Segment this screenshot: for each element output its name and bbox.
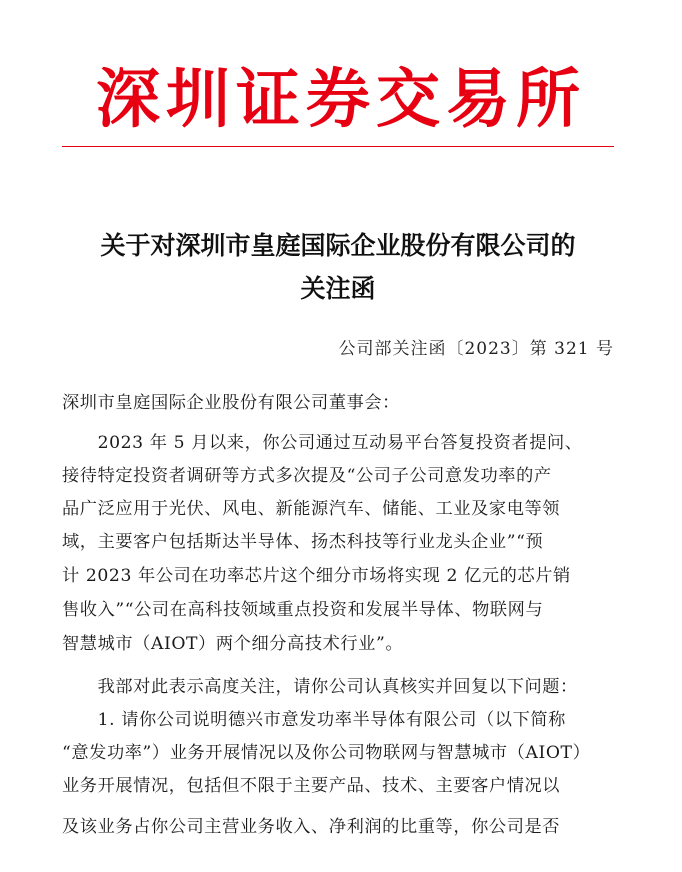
body-line: 品广泛应用于光伏、风电、新能源汽车、储能、工业及家电等领 — [62, 499, 561, 519]
body-line: 1. 请你公司说明德兴市意发功率半导体有限公司（以下简称 — [62, 710, 566, 730]
body-line: 2023 年 5 月以来，你公司通过互动易平台答复投资者提问、 — [62, 433, 583, 453]
body-line: 售收入”“公司在高科技领域重点投资和发展半导体、物联网与 — [62, 600, 544, 620]
body-line: 业务开展情况，包括但不限于主要产品、技术、主要客户情况以 — [62, 776, 561, 796]
document-number: 公司部关注函〔2023〕第 321 号 — [338, 339, 614, 359]
letterhead-divider — [62, 146, 614, 147]
addressee-line: 深圳市皇庭国际企业股份有限公司董事会： — [62, 393, 400, 413]
document-title-line-1: 关于对深圳市皇庭国际企业股份有限公司的 — [100, 231, 576, 260]
document-title-line-2: 关注函 — [300, 274, 376, 303]
body-line: 域，主要客户包括斯达半导体、扬杰科技等行业龙头企业”“预 — [62, 532, 544, 552]
body-line: 我部对此表示高度关注，请你公司认真核实并回复以下问题： — [62, 677, 578, 697]
body-line: 及该业务占你公司主营业务收入、净利润的比重等，你公司是否 — [62, 817, 561, 837]
body-line: 智慧城市（AIOT）两个细分高技术行业”。 — [62, 634, 404, 654]
body-line: 计 2023 年公司在功率芯片这个细分市场将实现 2 亿元的芯片销 — [62, 566, 571, 586]
body-line: 接待特定投资者调研等方式多次提及“公司子公司意发功率的产 — [62, 466, 552, 486]
body-line: “意发功率”）业务开展情况以及你公司物联网与智慧城市（AIOT） — [62, 743, 591, 763]
letterhead-title: 深圳证券交易所 — [96, 63, 586, 137]
